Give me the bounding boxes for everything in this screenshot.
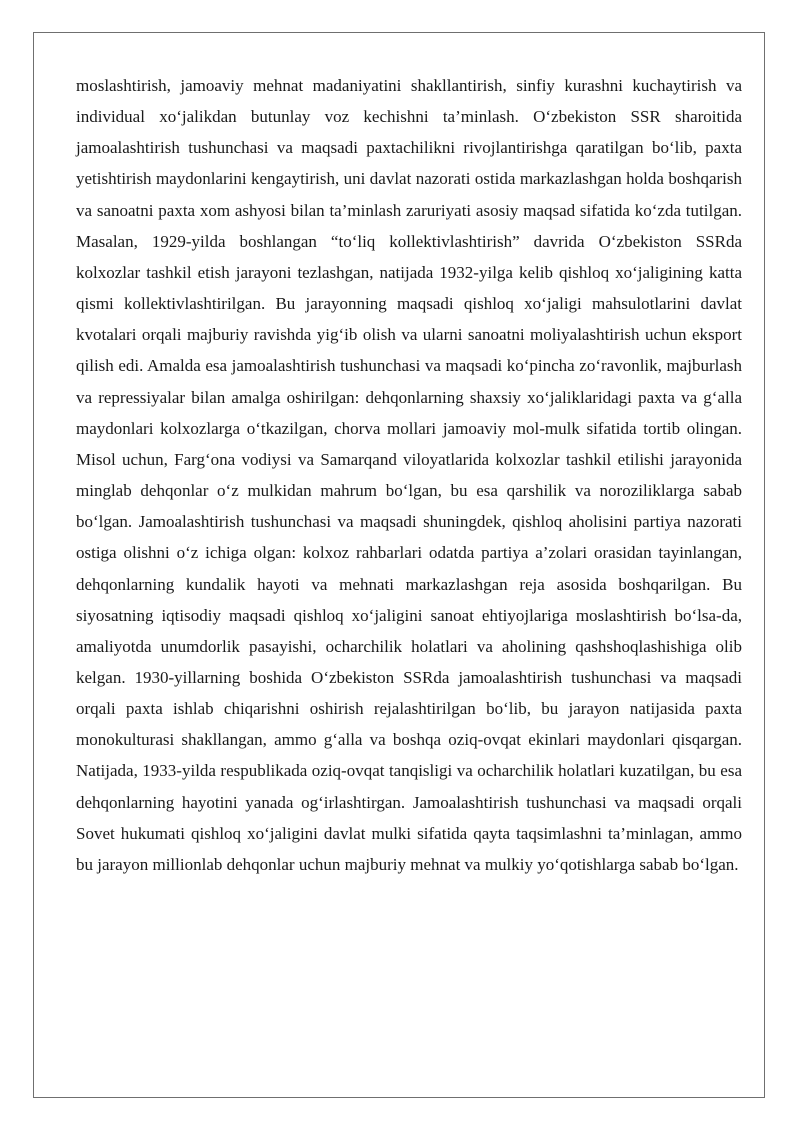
body-paragraph: moslashtirish, jamoaviy mehnat madaniyatini shakllantirish, sinfiy kurashni kuchaytirish va individual xo‘jalikdan butunlay voz kechishni ta’minlash. O‘zbekiston SSR sharoitida jamoalashtirish tushunchasi va maqsadi paxtachilikni rivojlantirishga qaratilgan bo‘lib, paxta yetishtirish maydonlarini kengaytirish, uni davlat nazorati ostida markazlashgan holda boshqarish va sanoatni paxta xom ashyosi bilan ta’minlash zaruriyati asosiy maqsad sifatida ko‘zda tutilgan. Masalan, 1929-yilda boshlangan “to‘liq kollektivlashtirish” davrida O‘zbekiston SSRda kolxozlar tashkil etish jarayoni tezlashgan, natijada 1932-yilga kelib qishloq xo‘jaligining katta qismi kollektivlashtirilgan. Bu jarayonning maqsadi qishloq xo‘jaligi mahsulotlarini davlat kvotalari orqali majburiy ravishda yig‘ib olish va ularni sanoatni moliyalashtirish uchun eksport qilish edi. Amalda esa jamoalashtirish tushunchasi va maqsadi ko‘pincha zo‘ravonlik, majburlash va repressiyalar bilan amalga oshirilgan: dehqonlarning shaxsiy xo‘jaliklaridagi paxta va g‘alla maydonlari kolxozlarga o‘tkazilgan, chorva mollari jamoaviy mol-mulk sifatida tortib olingan. Misol uchun, Farg‘ona vodiysi va Samarqand viloyatlarida kolxozlar tashkil etilishi jarayonida minglab dehqonlar o‘z mulkidan mahrum bo‘lgan, bu esa qarshilik va noroziliklarga sabab bo‘lgan. Jamoalashtirish tushunchasi va maqsadi shuningdek, qishloq aholisini partiya nazorati ostiga olishni o‘z ichiga olgan: kolxoz rahbarlari odatda partiya a’zolari orasidan tayinlangan, dehqonlarning kundalik hayoti va mehnati markazlashgan reja asosida boshqarilgan. Bu siyosatning iqtisodiy maqsadi qishloq xo‘jaligini sanoat ehtiyojlariga moslashtirish bo‘lsa-da, amaliyotda unumdorlik pasayishi, ocharchilik holatlari va aholining qashshoqlashishiga olib kelgan. 1930-yillarning boshida O‘zbekiston SSRda jamoalashtirish tushunchasi va maqsadi orqali paxta ishlab chiqarishni oshirish rejalashtirilgan bo‘lib, bu jarayon natijasida paxta monokulturasi shakllangan, ammo g‘alla va boshqa oziq-ovqat ekinlari maydonlari qisqargan. Natijada, 1933-yilda respublikada oziq-ovqat tanqisligi va ocharchilik holatlari kuzatilgan, bu esa dehqonlarning hayotini yanada og‘irlashtirgan. Jamoalashtirish tushunchasi va maqsadi orqali Sovet hukumati qishloq xo‘jaligini davlat mulki sifatida qayta taqsimlashni ta’minlagan, ammo bu jarayon millionlab dehqonlar uchun majburiy mehnat va mulkiy yo‘qotishlarga sabab bo‘lgan. xyxy=(76,76,742,874)
